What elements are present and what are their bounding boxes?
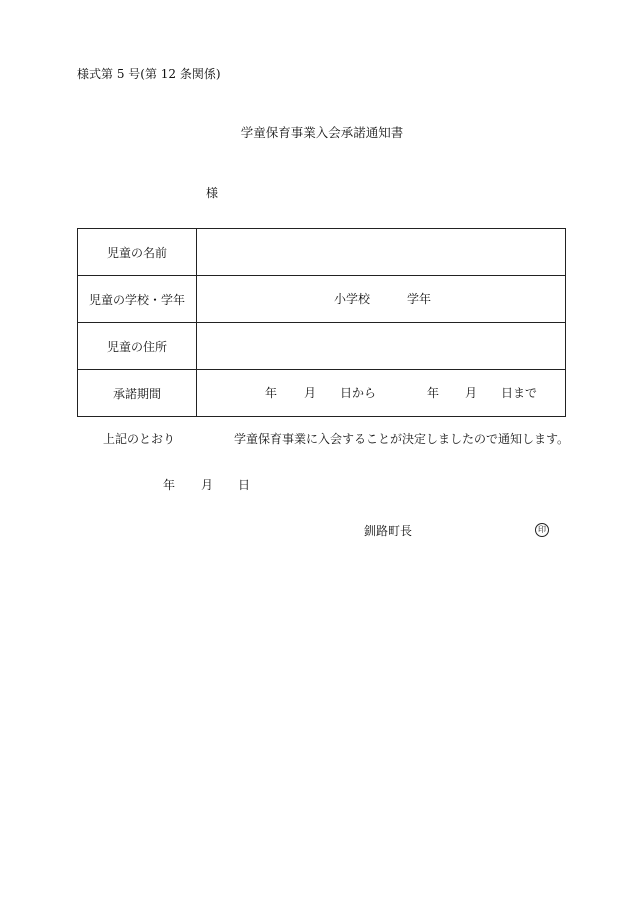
period-day-until: 日まで [501,386,538,400]
period-year-until: 年 [427,386,440,400]
table-row-school-grade [78,276,566,323]
address-label: 児童の住所 [78,323,197,370]
period-year-from: 年 [265,386,278,400]
school-grade-label: 児童の学校・学年 [78,276,197,323]
table-row-address [78,323,566,370]
period-month-from: 月 [304,386,317,400]
form-number: 様式第 5 号(第 12 条関係) [77,67,221,81]
address-field [197,323,566,370]
addressee-suffix: 様 [206,186,219,200]
date-month: 月 [201,478,214,492]
seal-mark: 印 [535,523,549,537]
period-day-from: 日から [340,386,377,400]
notice-lead: 上記のとおり [103,432,176,446]
table-row-child-name [78,229,566,276]
period-field [197,370,566,417]
school-suffix: 小学校 [334,292,371,306]
child-name-label: 児童の名前 [78,229,197,276]
period-month-until: 月 [465,386,478,400]
notice-body: 学童保育事業に入会することが決定しましたので通知します。 [234,432,570,446]
school-grade-field [197,276,566,323]
child-name-field [197,229,566,276]
table-row-period [78,370,566,417]
date-day: 日 [238,478,251,492]
period-label: 承諾期間 [78,370,197,417]
grade-suffix: 学年 [407,292,432,306]
date-year: 年 [163,478,176,492]
issuer-title: 釧路町長 [364,524,413,538]
document-title: 学童保育事業入会承諾通知書 [240,125,404,140]
info-table [77,228,566,417]
